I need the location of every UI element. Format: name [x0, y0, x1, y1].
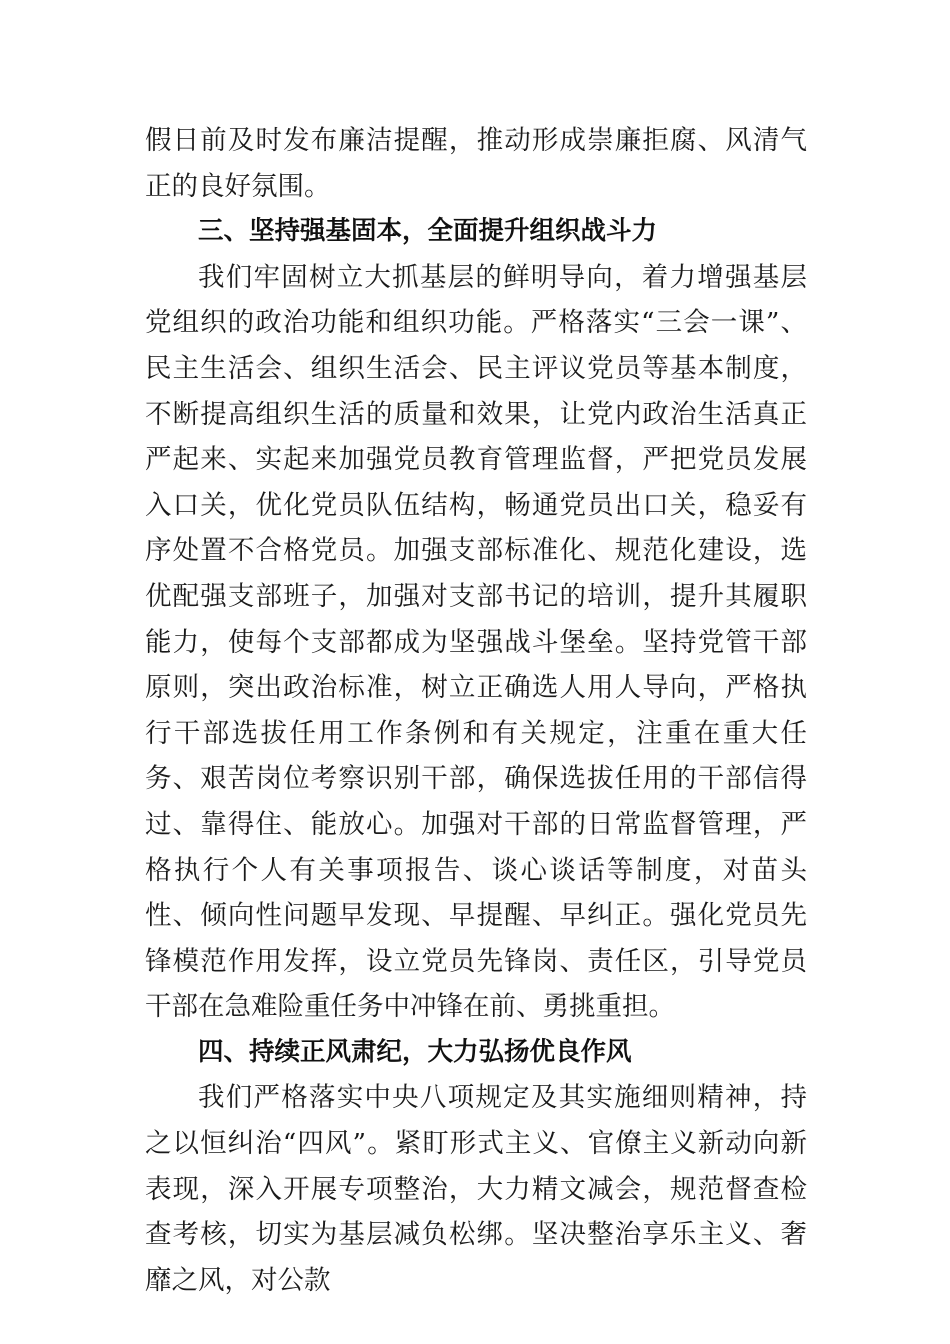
- paragraph-style-discipline: 我们严格落实中央八项规定及其实施细则精神，持之以恒纠治“四风”。紧盯形式主义、官僚主义新动向新表现，深入开展专项整治，大力精文减会，规范督查检查考核，切实为基层减负松绑。坚决整治享乐主义、奢靡之风，对公款: [145, 1082, 807, 1296]
- paragraph-continued: 假日前及时发布廉洁提醒，推动形成崇廉拒腐、风清气正的良好氛围。: [145, 125, 807, 202]
- section-heading-four: 四、持续正风肃纪，大力弘扬优良作风: [198, 1036, 632, 1067]
- paragraph-organization: 我们牢固树立大抓基层的鲜明导向，着力增强基层党组织的政治功能和组织功能。严格落实“三会一课”、民主生活会、组织生活会、民主评议党员等基本制度，不断提高组织生活的质量和效果，让党内政治生活真正严起来、实起来加强党员教育管理监督，严把党员发展入口关，优化党员队伍结构，畅通党员出口关，稳妥有序处置不合格党员。加强支部标准化、规范化建设，选优配强支部班子，加强对支部书记的培训，提升其履职能力，使每个支部都成为坚强战斗堡垒。坚持党管干部原则，突出政治标准，树立正确选人用人导向，严格执行干部选拔任用工作条例和有关规定，注重在重大任务、艰苦岗位考察识别干部，确保选拔任用的干部信得过、靠得住、能放心。加强对干部的日常监督管理，严格执行个人有关事项报告、谈心谈话等制度，对苗头性、倾向性问题早发现、早提醒、早纠正。强化党员先锋模范作用发挥，设立党员先锋岗、责任区，引导党员干部在急难险重任务中冲锋在前、勇挑重担。: [145, 261, 807, 1023]
- section-heading-three: 三、坚持强基固本，全面提升组织战斗力: [198, 216, 658, 247]
- document-body: [145, 118, 807, 1303]
